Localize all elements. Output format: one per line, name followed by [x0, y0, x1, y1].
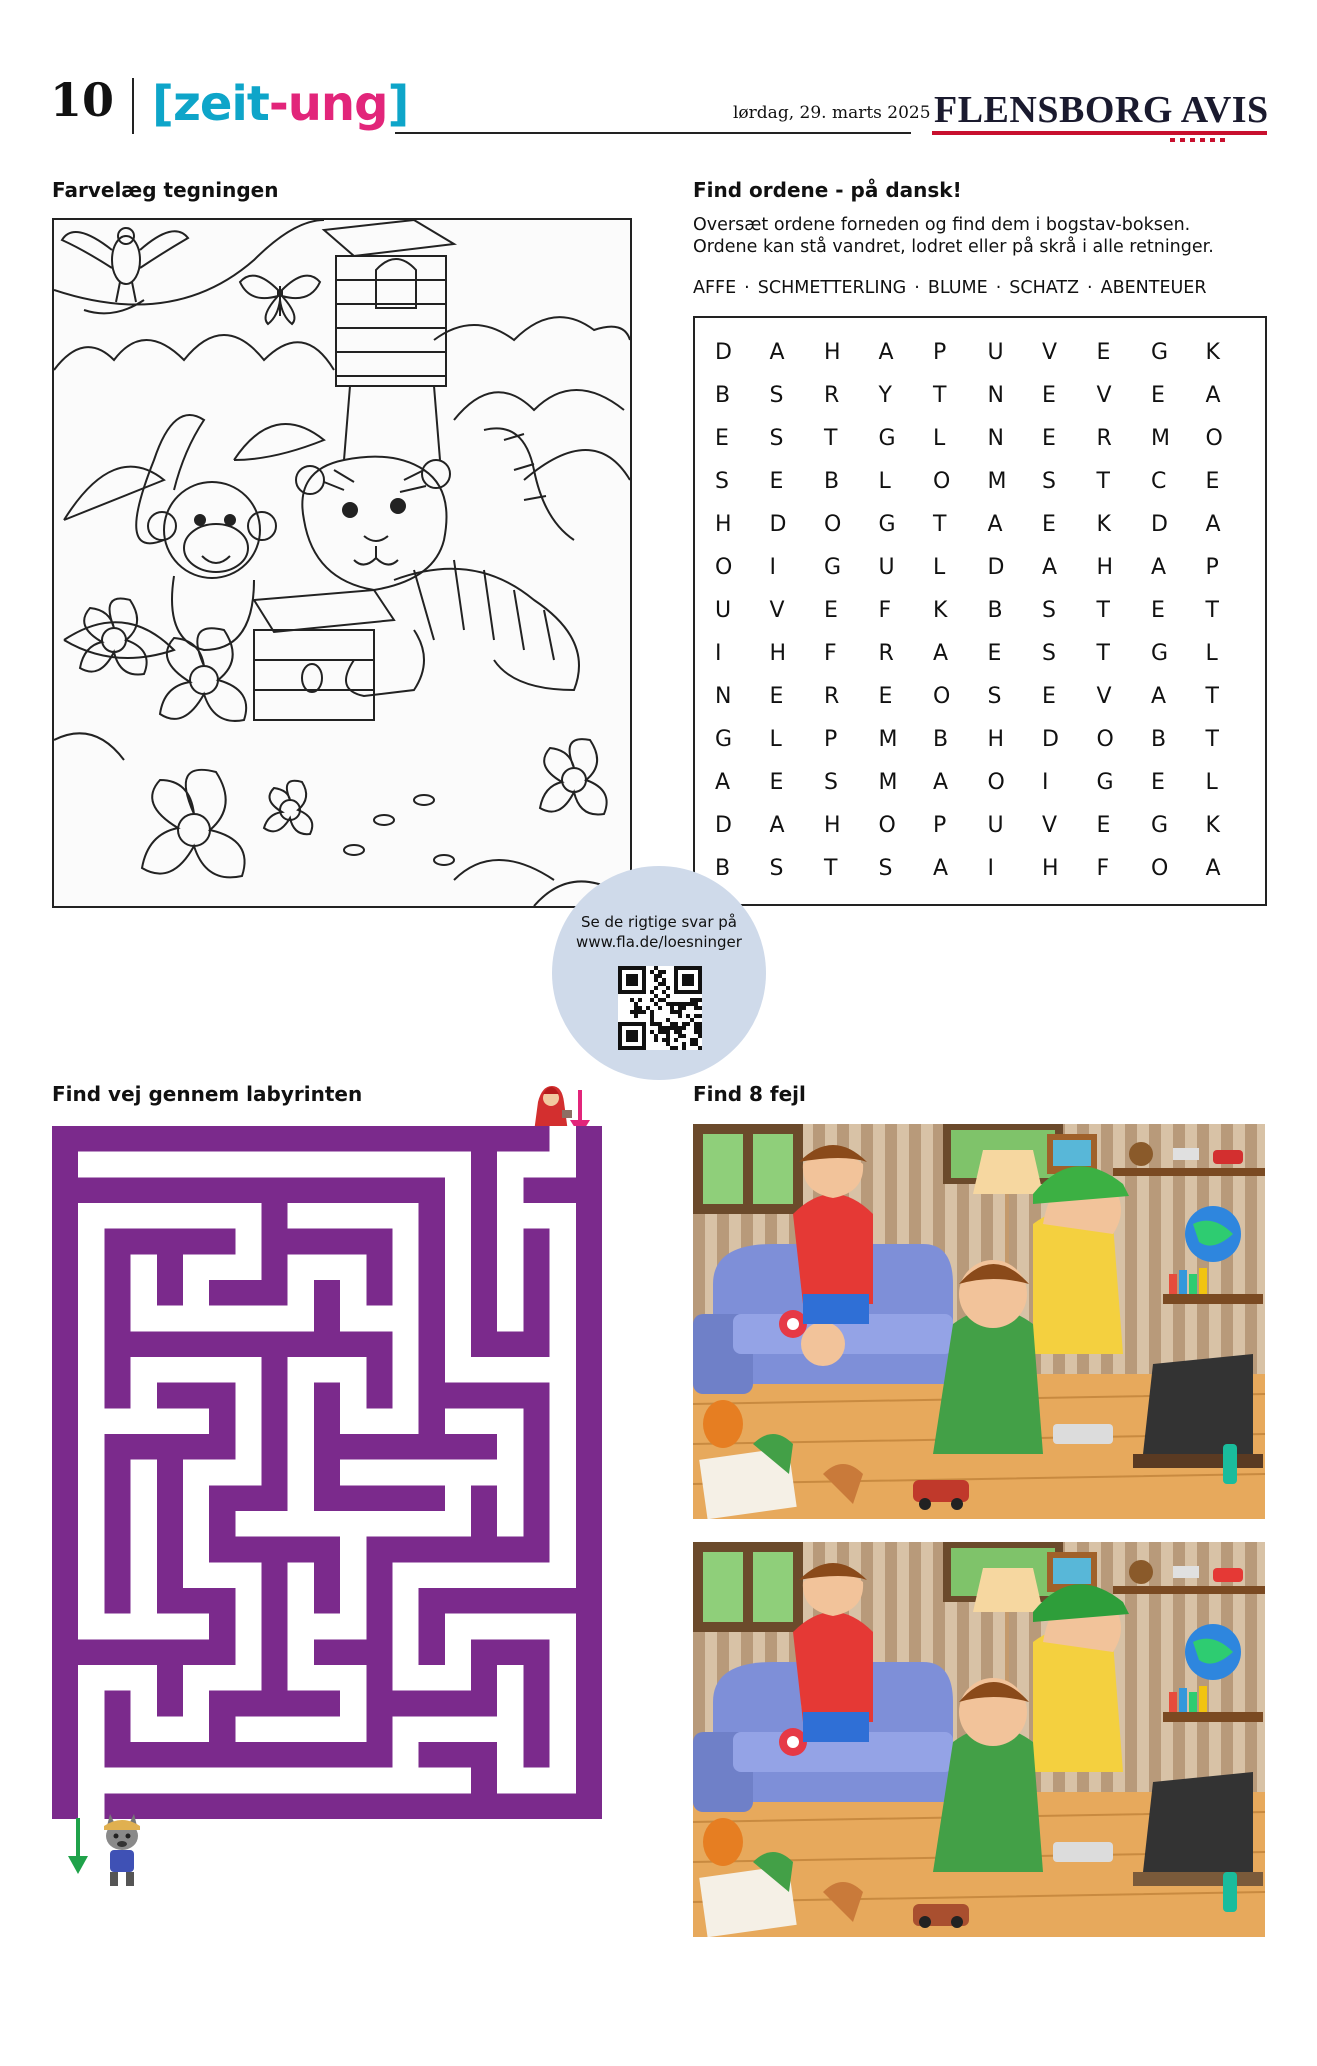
- grid-letter[interactable]: I: [987, 856, 994, 881]
- differences-title: Find 8 fejl: [693, 1082, 806, 1106]
- grid-letter[interactable]: T: [824, 856, 838, 881]
- grid-letter[interactable]: Y: [878, 383, 892, 408]
- flower-icon: [142, 770, 245, 878]
- word-item: SCHATZ: [1009, 278, 1080, 298]
- grid-letter[interactable]: L: [769, 727, 782, 752]
- grid-letter[interactable]: A: [1151, 684, 1167, 709]
- differences-picture-original: [693, 1124, 1265, 1519]
- answers-text: [552, 912, 766, 952]
- grid-letter[interactable]: M: [878, 727, 898, 752]
- grid-letter[interactable]: D: [715, 813, 732, 838]
- playroom-scene-illustration: [693, 1124, 1265, 1519]
- grid-letter[interactable]: S: [769, 856, 784, 881]
- wordsearch-word-list: [693, 278, 1273, 298]
- grid-letter[interactable]: A: [715, 770, 731, 795]
- grid-letter[interactable]: G: [715, 727, 733, 752]
- grid-letter[interactable]: E: [1042, 426, 1056, 451]
- grid-letter[interactable]: D: [1042, 727, 1059, 752]
- grid-letter[interactable]: L: [933, 555, 946, 580]
- playroom-scene-illustration: [693, 1542, 1265, 1937]
- grid-letter[interactable]: O: [1205, 426, 1223, 451]
- jungle-coloring-illustration: [54, 220, 630, 906]
- grid-letter[interactable]: S: [1042, 641, 1056, 666]
- flower-icon: [80, 599, 147, 675]
- grid-letter[interactable]: M: [1151, 426, 1170, 451]
- grid-letter[interactable]: I: [1042, 770, 1049, 795]
- differences-picture-modified: [693, 1542, 1265, 1937]
- wolf-icon: [96, 1810, 148, 1888]
- grid-letter[interactable]: E: [769, 469, 784, 494]
- grid-letter[interactable]: H: [824, 340, 841, 365]
- grid-letter[interactable]: T: [1096, 598, 1110, 623]
- grid-letter[interactable]: M: [878, 770, 898, 795]
- grid-letter[interactable]: H: [769, 641, 787, 666]
- grid-letter[interactable]: G: [1151, 813, 1169, 838]
- header-divider: [132, 78, 134, 134]
- masthead-logo: FLENSBORG AVIS: [934, 89, 1269, 131]
- wordsearch-grid-box: [693, 316, 1267, 906]
- grid-letter[interactable]: A: [1205, 512, 1221, 537]
- grid-letter[interactable]: O: [933, 469, 951, 494]
- grid-letter[interactable]: B: [715, 856, 731, 881]
- grid-letter[interactable]: U: [987, 813, 1004, 838]
- tiger-icon: [296, 428, 579, 696]
- grid-letter[interactable]: V: [1096, 383, 1112, 408]
- grid-letter[interactable]: P: [933, 340, 947, 365]
- grid-letter[interactable]: U: [987, 340, 1004, 365]
- grid-letter[interactable]: E: [878, 684, 893, 709]
- grid-letter[interactable]: S: [715, 469, 729, 494]
- grid-letter[interactable]: F: [1096, 856, 1110, 881]
- grid-letter[interactable]: T: [824, 426, 838, 451]
- word-item: BLUME: [927, 278, 988, 298]
- maze-title: Find vej gennem labyrinten: [52, 1082, 363, 1106]
- masthead-underline: [932, 131, 1267, 135]
- grid-letter[interactable]: I: [769, 555, 776, 580]
- grid-letter[interactable]: A: [1151, 555, 1167, 580]
- answers-link[interactable]: www.fla.de/loesninger: [576, 933, 742, 951]
- grid-letter[interactable]: O: [933, 684, 951, 709]
- logo-word-zeit: zeit: [172, 76, 269, 132]
- grid-letter[interactable]: R: [824, 383, 840, 408]
- issue-date: lørdag, 29. marts 2025: [733, 103, 931, 123]
- grid-letter[interactable]: S: [1042, 598, 1056, 623]
- grid-letter[interactable]: U: [878, 555, 895, 580]
- grid-letter[interactable]: A: [878, 340, 894, 365]
- grid-letter[interactable]: T: [1096, 469, 1110, 494]
- grid-letter[interactable]: B: [933, 727, 949, 752]
- grid-letter[interactable]: P: [933, 813, 947, 838]
- masthead-dots: [1170, 138, 1226, 142]
- grid-letter[interactable]: R: [1096, 426, 1112, 451]
- word-separator: ·: [914, 278, 920, 298]
- grid-letter[interactable]: A: [987, 512, 1003, 537]
- logo-bracket-open: [: [152, 76, 173, 132]
- page-number: 10: [50, 73, 115, 127]
- grid-letter[interactable]: S: [987, 684, 1002, 709]
- grid-letter[interactable]: H: [1042, 856, 1059, 881]
- qr-code-icon[interactable]: [618, 966, 702, 1050]
- coloring-page: [52, 218, 632, 908]
- grid-letter[interactable]: N: [715, 684, 732, 709]
- grid-letter[interactable]: E: [1042, 383, 1056, 408]
- grid-letter[interactable]: E: [769, 684, 784, 709]
- word-item: AFFE: [693, 278, 737, 298]
- grid-letter[interactable]: T: [933, 383, 947, 408]
- grid-letter[interactable]: S: [824, 770, 838, 795]
- logo-dash: -: [268, 76, 288, 132]
- flower-icon: [264, 781, 312, 834]
- grid-letter[interactable]: T: [1205, 727, 1219, 752]
- word-separator: ·: [744, 278, 750, 298]
- grid-letter[interactable]: B: [715, 383, 731, 408]
- grid-letter[interactable]: O: [715, 555, 733, 580]
- grid-letter[interactable]: O: [878, 813, 896, 838]
- grid-letter[interactable]: H: [1096, 555, 1114, 580]
- grid-letter[interactable]: E: [1151, 770, 1165, 795]
- flower-icon: [540, 739, 607, 814]
- treasure-chest-icon: [254, 590, 394, 720]
- grid-letter[interactable]: S: [769, 426, 784, 451]
- word-separator: ·: [995, 278, 1002, 298]
- grid-letter[interactable]: L: [1205, 641, 1218, 666]
- grid-letter[interactable]: E: [769, 770, 784, 795]
- grid-letter[interactable]: O: [824, 512, 842, 537]
- grid-letter[interactable]: M: [987, 469, 1007, 494]
- logo-bracket-close: ]: [387, 76, 409, 132]
- grid-letter[interactable]: E: [1151, 598, 1165, 623]
- grid-letter[interactable]: I: [715, 641, 722, 666]
- grid-letter[interactable]: N: [987, 383, 1004, 408]
- grid-letter[interactable]: G: [878, 512, 896, 537]
- grid-letter[interactable]: R: [824, 684, 840, 709]
- grid-letter[interactable]: E: [987, 641, 1002, 666]
- grid-letter[interactable]: S: [769, 383, 784, 408]
- grid-letter[interactable]: G: [1151, 641, 1169, 666]
- grid-letter[interactable]: H: [824, 813, 841, 838]
- grid-letter[interactable]: A: [769, 340, 785, 365]
- grid-letter[interactable]: N: [987, 426, 1004, 451]
- grid-letter[interactable]: G: [878, 426, 896, 451]
- grid-letter[interactable]: V: [1096, 684, 1112, 709]
- grid-letter[interactable]: A: [933, 856, 949, 881]
- grid-letter[interactable]: T: [1205, 598, 1219, 623]
- grid-letter[interactable]: T: [1205, 684, 1219, 709]
- grid-letter[interactable]: A: [933, 641, 949, 666]
- monkey-icon: [136, 415, 276, 650]
- grid-letter[interactable]: F: [824, 641, 837, 666]
- logo-word-ung: ung: [287, 76, 388, 132]
- grid-letter[interactable]: K: [1205, 340, 1220, 365]
- grid-letter[interactable]: S: [1042, 469, 1056, 494]
- instruction-line: Ordene kan stå vandret, lodret eller på skrå i alle retninger.: [693, 237, 1214, 257]
- grid-letter[interactable]: E: [1096, 340, 1111, 365]
- grid-letter[interactable]: U: [715, 598, 732, 623]
- grid-letter[interactable]: D: [715, 340, 732, 365]
- grid-letter[interactable]: D: [987, 555, 1005, 580]
- grid-letter[interactable]: E: [824, 598, 838, 623]
- grid-letter[interactable]: H: [715, 512, 732, 537]
- grid-letter[interactable]: L: [1205, 770, 1218, 795]
- grid-letter[interactable]: K: [933, 598, 948, 623]
- grid-letter[interactable]: H: [987, 727, 1005, 752]
- grid-letter[interactable]: R: [878, 641, 894, 666]
- section-logo: [152, 74, 408, 134]
- butterfly-icon: [240, 276, 320, 324]
- grid-letter[interactable]: A: [933, 770, 949, 795]
- wordsearch-instructions: [693, 214, 1273, 258]
- grid-letter[interactable]: O: [1096, 727, 1114, 752]
- grid-letter[interactable]: A: [1205, 856, 1221, 881]
- grid-letter[interactable]: V: [1042, 813, 1058, 838]
- grid-letter[interactable]: B: [987, 598, 1003, 623]
- grid-letter[interactable]: F: [878, 598, 892, 623]
- grid-letter[interactable]: O: [987, 770, 1005, 795]
- grid-letter[interactable]: B: [1151, 727, 1167, 752]
- grid-letter[interactable]: P: [1205, 555, 1219, 580]
- answers-line: Se de rigtige svar på: [581, 913, 737, 931]
- grid-letter[interactable]: E: [715, 426, 729, 451]
- grid-letter[interactable]: L: [933, 426, 946, 451]
- grid-letter[interactable]: E: [1042, 684, 1056, 709]
- grid-letter[interactable]: P: [824, 727, 838, 752]
- word-separator: ·: [1087, 278, 1093, 298]
- grid-letter[interactable]: D: [769, 512, 787, 537]
- grid-letter[interactable]: K: [1205, 813, 1220, 838]
- parrot-icon: [62, 228, 188, 302]
- grid-letter[interactable]: V: [1042, 340, 1058, 365]
- instruction-line: Oversæt ordene forneden og find dem i bogstav-boksen.: [693, 215, 1191, 235]
- maze-grid[interactable]: [52, 1126, 602, 1819]
- wordsearch-grid: [715, 340, 1260, 899]
- grid-letter[interactable]: O: [1151, 856, 1169, 881]
- maze-exit-arrow-icon: [66, 1818, 90, 1878]
- grid-letter[interactable]: T: [1096, 641, 1110, 666]
- grid-letter[interactable]: S: [878, 856, 893, 881]
- grid-letter[interactable]: E: [1205, 469, 1220, 494]
- grid-letter[interactable]: E: [1042, 512, 1056, 537]
- grid-letter[interactable]: A: [1205, 383, 1221, 408]
- grid-letter[interactable]: L: [878, 469, 891, 494]
- word-item: SCHMETTERLING: [757, 278, 907, 298]
- grid-letter[interactable]: G: [1151, 340, 1169, 365]
- wordsearch-title: Find ordene - på dansk!: [693, 178, 962, 202]
- grid-letter[interactable]: E: [1096, 813, 1111, 838]
- grid-letter[interactable]: G: [824, 555, 842, 580]
- coloring-title: Farvelæg tegningen: [52, 178, 279, 202]
- grid-letter[interactable]: D: [1151, 512, 1168, 537]
- grid-letter[interactable]: K: [1096, 512, 1111, 537]
- grid-letter[interactable]: B: [824, 469, 840, 494]
- grid-letter[interactable]: E: [1151, 383, 1165, 408]
- grid-letter[interactable]: A: [1042, 555, 1058, 580]
- grid-letter[interactable]: T: [933, 512, 947, 537]
- grid-letter[interactable]: A: [769, 813, 785, 838]
- answers-badge: [552, 866, 766, 1080]
- word-item: ABENTEUER: [1100, 278, 1207, 298]
- grid-letter[interactable]: C: [1151, 469, 1167, 494]
- grid-letter[interactable]: V: [769, 598, 785, 623]
- grid-letter[interactable]: G: [1096, 770, 1114, 795]
- header-rule: [395, 132, 911, 134]
